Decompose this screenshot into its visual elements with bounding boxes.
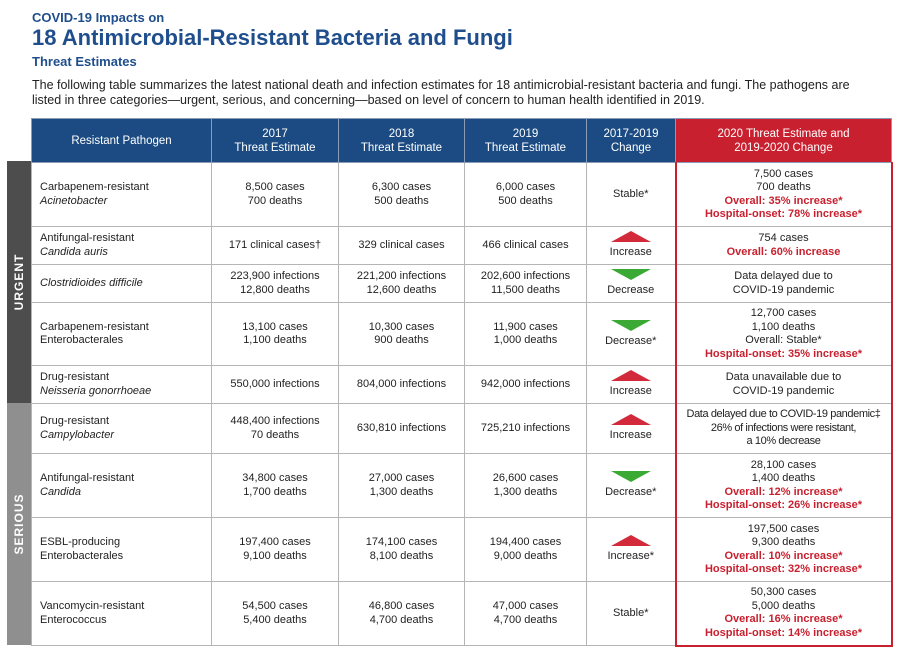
category-urgent	[7, 161, 31, 403]
estimate-y2017-value: 13,100 cases	[242, 320, 308, 333]
estimate-y2019-cell	[465, 366, 587, 404]
change-label: Decrease*	[605, 334, 657, 347]
estimate-y2018-cell	[339, 303, 465, 366]
category-serious	[7, 403, 31, 645]
change-label: Decrease	[607, 284, 655, 297]
change-label: Stable*	[613, 187, 649, 200]
estimate-y2018-value: 46,800 cases	[368, 600, 435, 612]
estimate-y2019-value: 11,500 deaths	[491, 283, 560, 296]
estimate-2020-change: Overall: 16% increase*	[724, 613, 843, 626]
estimate-y2019-value: 942,000 infections	[480, 377, 571, 390]
estimate-2020-change: Hospital-onset: 32% increase*	[704, 563, 863, 575]
estimate-2020-cell	[676, 163, 892, 227]
estimate-2020-value: 9,300 deaths	[751, 536, 816, 548]
estimate-y2018-cell	[339, 366, 465, 404]
estimate-y2018-cell	[339, 265, 465, 303]
col-header-2017: 2017 Threat Estimate	[212, 119, 339, 163]
estimate-y2018-value: 8,100 deaths	[369, 549, 434, 562]
change-label: Increase	[609, 246, 652, 259]
estimate-2020-value: 1,400 deaths	[751, 472, 816, 484]
estimate-2020-cell	[676, 518, 892, 582]
change-cell	[587, 265, 676, 303]
pathogen-name-line2: Enterobacterales	[40, 549, 124, 562]
estimate-y2018-value: 329 clinical cases	[358, 238, 445, 251]
increase-triangle-icon	[611, 535, 651, 546]
change-cell	[587, 454, 676, 518]
estimate-2020-cell	[676, 454, 892, 518]
estimate-2020-change: Overall: 10% increase*	[724, 549, 843, 562]
estimate-y2017-value: 550,000 infections	[230, 377, 320, 390]
estimate-y2019-cell	[465, 265, 587, 303]
change-cell	[587, 518, 676, 582]
table-row	[32, 582, 892, 646]
estimate-y2017-value: 54,500 cases	[242, 600, 308, 612]
table-row	[32, 303, 892, 366]
change-label: Increase	[609, 385, 652, 398]
estimate-y2017-value: 8,500 cases	[245, 181, 305, 193]
increase-triangle-icon	[611, 231, 651, 242]
col-header-2019: 2019 Threat Estimate	[465, 119, 587, 163]
estimate-2020-cell	[676, 227, 892, 265]
page-subtitle: Threat Estimates	[32, 54, 137, 69]
estimate-y2017-cell	[212, 227, 339, 265]
estimate-2020-change: Overall: 35% increase*	[724, 194, 843, 207]
category-urgent-label: URGENT	[12, 253, 26, 311]
table-row	[32, 404, 892, 454]
estimate-2020-change: Hospital-onset: 78% increase*	[704, 208, 863, 220]
estimate-y2017-value: 12,800 deaths	[240, 283, 310, 296]
page-description: The following table summarizes the latest national death and infection estimates for 18 antimicrobial-resistant bacteria and fungi. The pathogens are listed in three categories—urgent, serious, and concerning—based on level of concern to human health identified in 2019.	[32, 78, 850, 107]
estimate-y2019-value: 26,600 cases	[492, 472, 559, 484]
estimate-2020-cell	[676, 303, 892, 366]
pathogen-name-cell	[32, 265, 212, 303]
pathogen-name-cell	[32, 163, 212, 227]
change-cell	[587, 582, 676, 646]
estimate-y2018-cell	[339, 227, 465, 265]
estimate-y2019-value: 4,700 deaths	[493, 613, 558, 626]
change-label: Increase*	[607, 550, 654, 563]
estimate-y2017-value: 223,900 infections	[230, 270, 320, 282]
estimate-y2018-value: 900 deaths	[374, 334, 429, 346]
pathogen-name-cell	[32, 227, 212, 265]
estimate-y2017-value: 448,400 infections	[230, 415, 320, 427]
pathogen-name-line1: Carbapenem-resistant	[40, 181, 149, 193]
estimate-y2017-value: 197,400 cases	[239, 536, 311, 548]
estimate-y2017-cell	[212, 366, 339, 404]
decrease-triangle-icon	[611, 471, 651, 482]
estimate-2020-value: 754 cases	[758, 232, 809, 244]
page-title: 18 Antimicrobial-Resistant Bacteria and Fungi	[32, 25, 513, 50]
increase-triangle-icon	[611, 370, 651, 381]
estimate-y2019-value: 11,900 cases	[493, 320, 558, 333]
estimate-2020-value: 12,700 cases	[750, 307, 817, 319]
col-header-2018: 2018 Threat Estimate	[339, 119, 465, 163]
estimate-y2019-cell	[465, 518, 587, 582]
change-label: Increase	[609, 429, 652, 442]
estimate-y2018-value: 804,000 infections	[356, 377, 447, 390]
pathogen-name-line1: Carbapenem-resistant	[40, 320, 149, 333]
change-cell	[587, 163, 676, 227]
estimate-y2019-value: 1,000 deaths	[493, 334, 558, 346]
estimate-y2018-value: 27,000 cases	[368, 472, 435, 484]
table-row	[32, 454, 892, 518]
estimate-y2019-value: 194,400 cases	[489, 536, 562, 548]
estimate-2020-value: 700 deaths	[756, 181, 811, 193]
pathogen-name-line2: Candida auris	[40, 245, 108, 258]
estimate-y2018-value: 12,600 deaths	[366, 283, 437, 296]
decrease-triangle-icon	[611, 269, 651, 280]
pathogen-name-line2: Candida	[40, 485, 81, 498]
table-header-row	[32, 119, 892, 163]
estimate-y2019-value: 9,000 deaths	[493, 549, 558, 562]
estimate-y2018-value: 221,200 infections	[356, 270, 447, 282]
estimate-y2017-value: 1,100 deaths	[243, 334, 307, 346]
estimate-2020-value: 28,100 cases	[750, 458, 817, 471]
change-cell	[587, 303, 676, 366]
pathogen-name-line1: Drug-resistant	[40, 415, 110, 427]
estimate-2020-value: COVID-19 pandemic	[732, 283, 835, 296]
estimate-y2018-value: 4,700 deaths	[369, 613, 434, 626]
category-serious-label: SERIOUS	[12, 493, 26, 555]
pathogen-name-cell	[32, 454, 212, 518]
estimate-2020-value: Data delayed due to	[734, 270, 833, 282]
estimate-2020-change: Overall: 60% increase	[726, 245, 841, 258]
pathogen-name-line1: Drug-resistant	[40, 371, 110, 383]
pathogen-name-line1: ESBL-producing	[40, 536, 121, 548]
pathogen-name-line2: Campylobacter	[40, 428, 114, 441]
estimate-y2017-cell	[212, 265, 339, 303]
table-row	[32, 227, 892, 265]
estimate-2020-value: COVID-19 pandemic	[732, 384, 835, 397]
estimate-2020-value: 197,500 cases	[747, 522, 820, 535]
table-row	[32, 163, 892, 227]
estimate-y2018-cell	[339, 582, 465, 646]
estimate-2020-change: Hospital-onset: 35% increase*	[704, 347, 863, 360]
estimate-2020-value: 5,000 deaths	[751, 599, 816, 612]
table-row	[32, 265, 892, 303]
estimate-y2017-value: 34,800 cases	[242, 472, 308, 484]
estimate-y2019-cell	[465, 404, 587, 454]
estimate-y2017-cell	[212, 163, 339, 227]
estimate-y2018-cell	[339, 454, 465, 518]
estimate-y2017-cell	[212, 582, 339, 646]
estimate-y2017-value: 5,400 deaths	[243, 613, 307, 626]
decrease-triangle-icon	[611, 320, 651, 331]
estimate-y2018-value: 1,300 deaths	[369, 485, 434, 498]
table-row	[32, 518, 892, 582]
estimate-2020-value: a 10% decrease	[746, 435, 821, 448]
estimate-y2019-cell	[465, 454, 587, 518]
estimate-y2019-value: 725,210 infections	[480, 421, 571, 434]
pathogen-name-line2: Neisseria gonorrhoeae	[40, 384, 152, 397]
pathogen-name-cell	[32, 582, 212, 646]
col-header-pathogen: Resistant Pathogen	[32, 119, 212, 163]
estimate-y2019-cell	[465, 227, 587, 265]
estimate-y2019-value: 500 deaths	[498, 194, 553, 207]
estimate-2020-change: Hospital-onset: 26% increase*	[704, 499, 863, 511]
estimate-y2017-value: 70 deaths	[250, 428, 300, 441]
estimate-y2018-value: 174,100 cases	[365, 536, 438, 548]
change-label: Stable*	[613, 606, 649, 619]
change-cell	[587, 227, 676, 265]
estimate-y2017-cell	[212, 518, 339, 582]
col-header-change: 2017-2019 Change	[587, 119, 676, 163]
pathogen-name-line1: Clostridioides difficile	[40, 276, 143, 289]
estimate-y2019-cell	[465, 582, 587, 646]
pathogen-name-cell	[32, 518, 212, 582]
pathogen-name-cell	[32, 303, 212, 366]
estimate-y2017-cell	[212, 404, 339, 454]
estimate-y2018-cell	[339, 163, 465, 227]
estimate-y2018-cell	[339, 518, 465, 582]
pathogen-name-line2: Acinetobacter	[40, 194, 108, 207]
pathogen-name-cell	[32, 366, 212, 404]
estimate-2020-value: 26% of infections were resistant,	[710, 421, 857, 434]
col-header-2020-estimate: 2020 Threat Estimate and 2019-2020 Change	[676, 119, 892, 163]
estimate-y2018-value: 6,300 cases	[371, 181, 432, 193]
estimate-2020-value: Data unavailable due to	[725, 371, 842, 383]
estimate-y2019-value: 202,600 infections	[480, 270, 571, 282]
change-label: Decrease*	[605, 486, 657, 499]
estimate-2020-change: Hospital-onset: 14% increase*	[704, 626, 863, 639]
pathogen-name-line1: Vancomycin-resistant	[40, 600, 145, 612]
pathogen-name-line2: Enterococcus	[40, 613, 107, 626]
estimate-y2019-cell	[465, 163, 587, 227]
estimate-y2017-cell	[212, 454, 339, 518]
estimate-2020-cell	[676, 366, 892, 404]
page-kicker: COVID-19 Impacts on	[32, 10, 165, 25]
estimate-2020-value: 1,100 deaths	[751, 320, 816, 333]
estimate-2020-value: 7,500 cases	[753, 167, 814, 180]
estimate-y2017-value: 700 deaths	[247, 194, 303, 207]
pathogen-name-line1: Antifungal-resistant	[40, 472, 135, 484]
estimate-y2019-value: 47,000 cases	[492, 600, 559, 612]
estimate-y2017-value: 171 clinical cases†	[228, 238, 322, 251]
estimate-y2019-value: 466 clinical cases	[482, 238, 569, 251]
estimate-2020-cell	[676, 582, 892, 646]
pathogen-name-cell	[32, 404, 212, 454]
table-row	[32, 366, 892, 404]
estimate-y2018-value: 10,300 cases	[368, 320, 435, 333]
estimate-y2018-value: 500 deaths	[374, 194, 429, 207]
estimate-y2017-value: 9,100 deaths	[243, 549, 307, 562]
estimate-y2017-value: 1,700 deaths	[243, 485, 307, 498]
pathogen-name-line2: Enterobacterales	[40, 334, 124, 346]
change-cell	[587, 366, 676, 404]
estimate-y2019-cell	[465, 303, 587, 366]
estimate-2020-cell	[676, 265, 892, 303]
estimate-y2018-cell	[339, 404, 465, 454]
estimate-2020-value: Data delayed due to COVID-19 pandemic‡	[686, 408, 881, 421]
estimate-y2019-value: 6,000 cases	[495, 181, 556, 193]
threat-estimates-table	[31, 118, 893, 647]
estimate-2020-value: 50,300 cases	[750, 586, 817, 599]
estimate-y2018-value: 630,810 infections	[356, 421, 447, 434]
estimate-y2017-cell	[212, 303, 339, 366]
estimate-y2019-value: 1,300 deaths	[493, 485, 558, 498]
estimate-2020-value: Overall: Stable*	[745, 334, 822, 346]
change-cell	[587, 404, 676, 454]
pathogen-name-line1: Antifungal-resistant	[40, 232, 135, 244]
estimate-2020-cell	[676, 404, 892, 454]
increase-triangle-icon	[611, 414, 651, 425]
estimate-2020-change: Overall: 12% increase*	[724, 485, 843, 498]
